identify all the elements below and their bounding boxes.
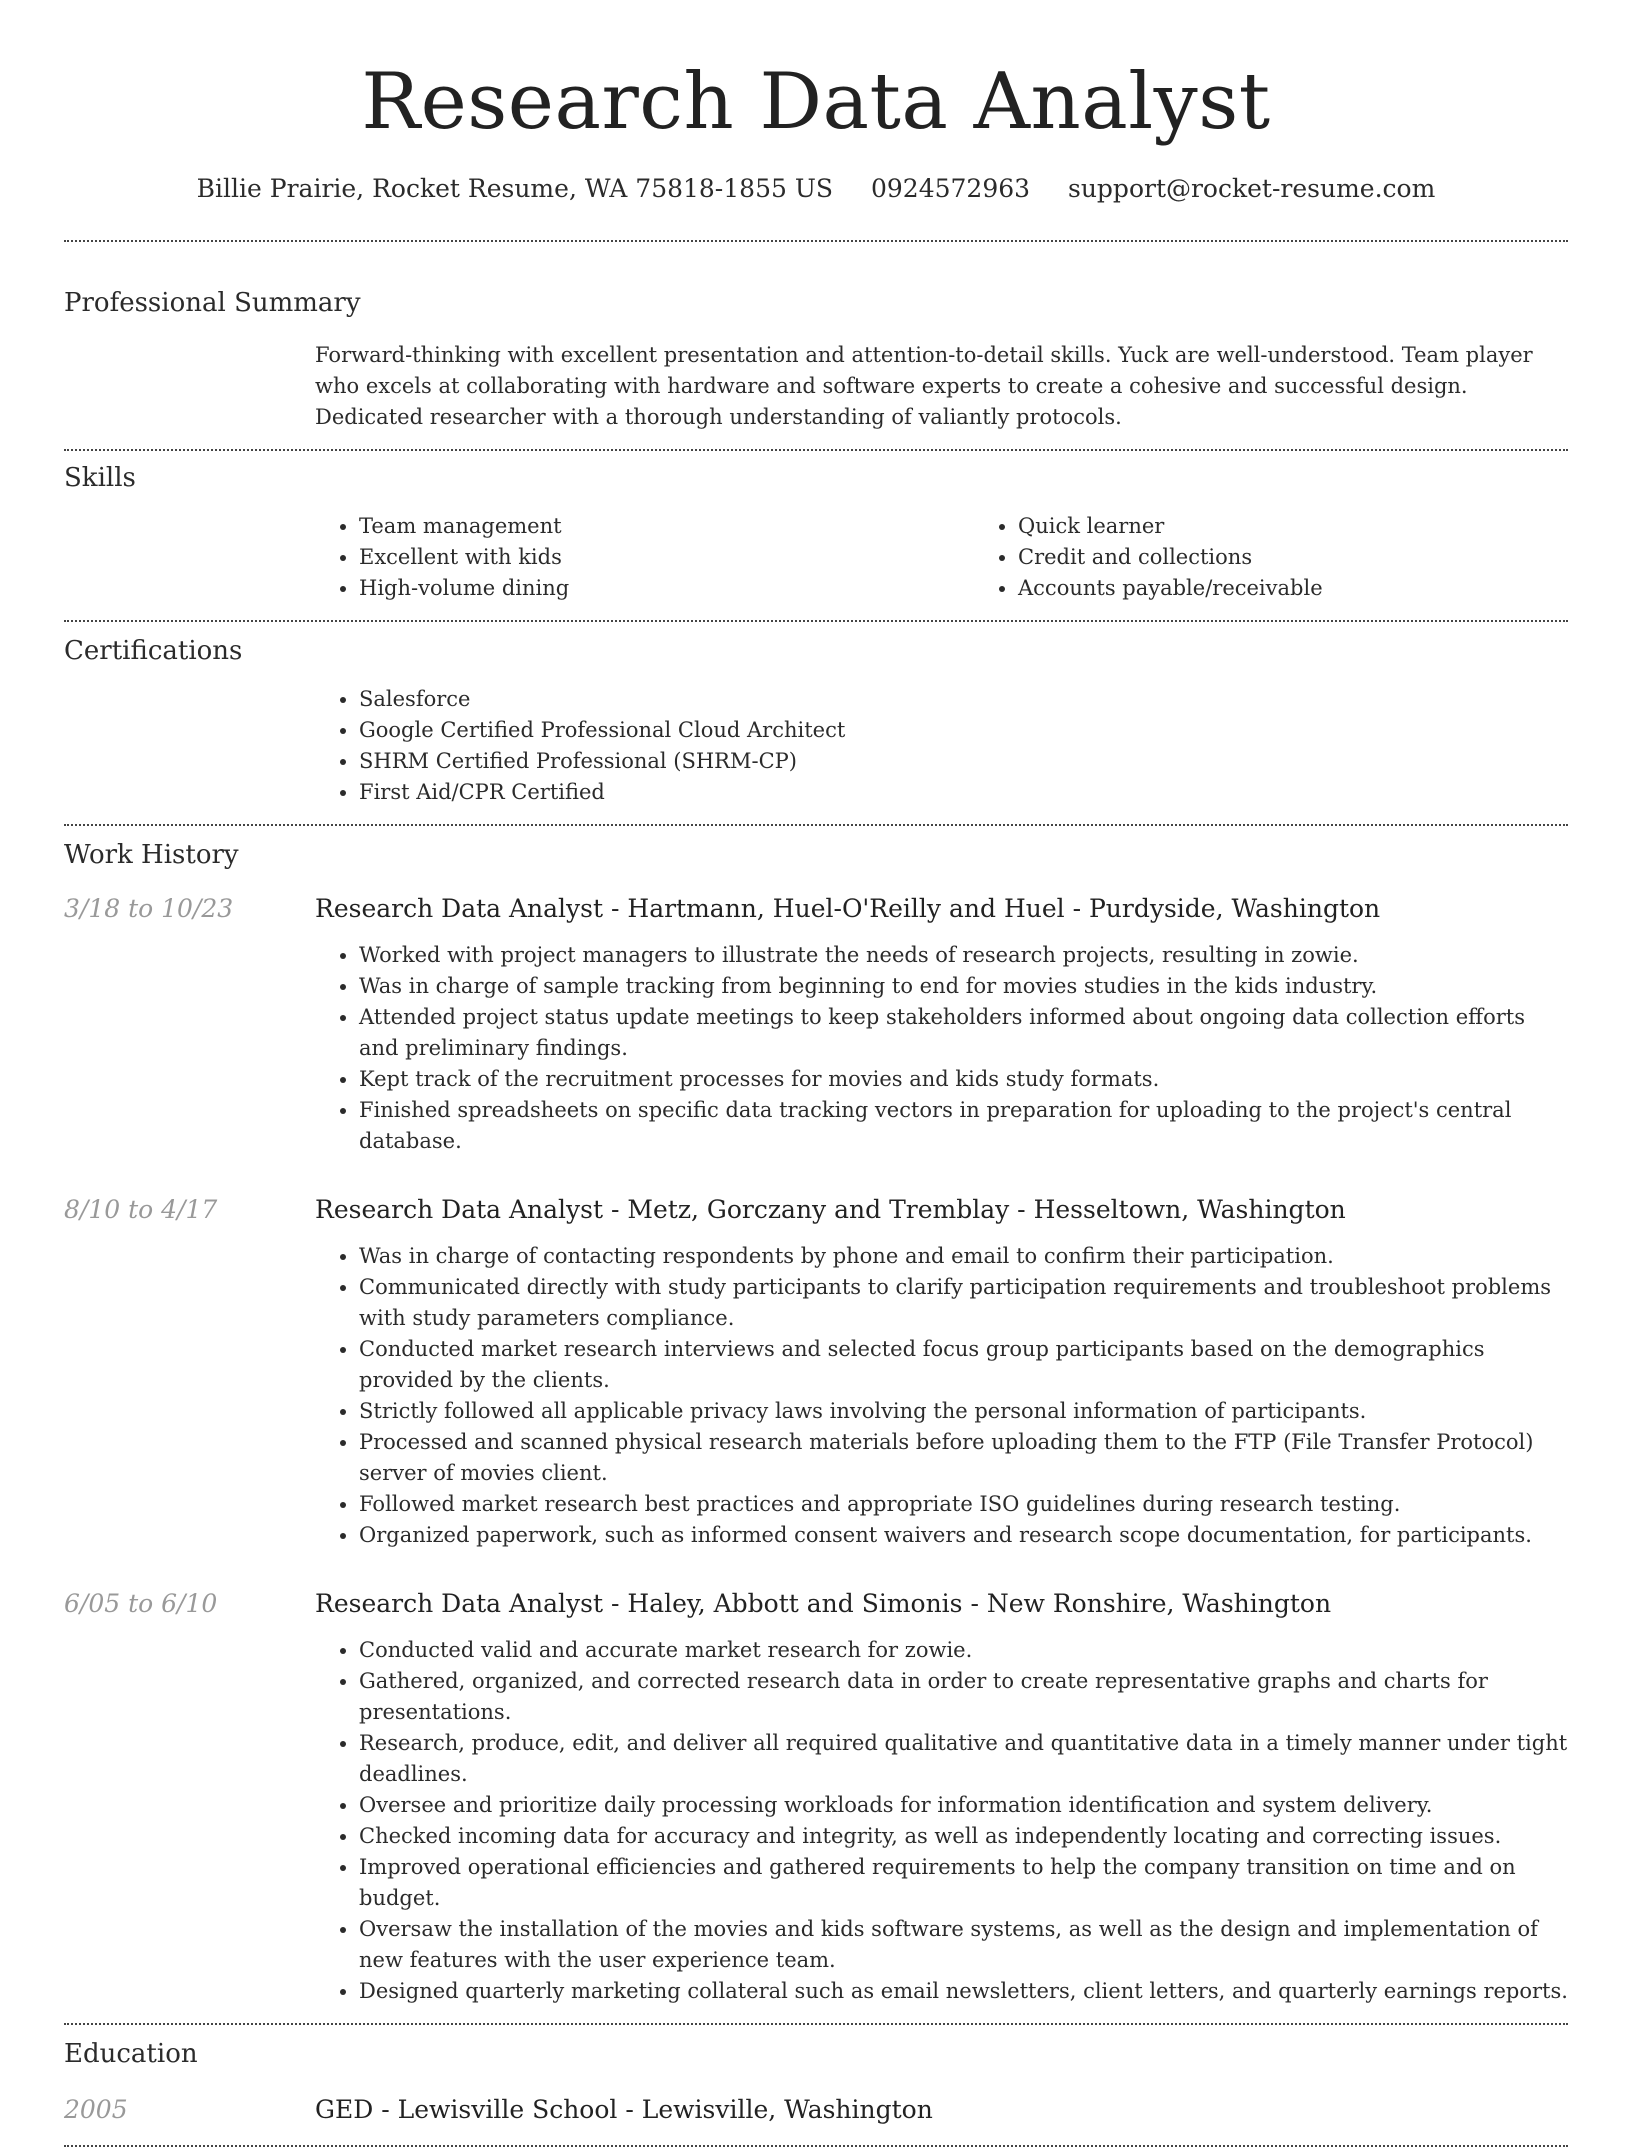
job-bullet: • Was in charge of sample tracking from beginning to end for movies studies in the kids industry. (359, 971, 1568, 1002)
contact-line (64, 172, 1568, 206)
job-bullet: • Conducted valid and accurate market research for zowie. (359, 1635, 1568, 1666)
certification-item: • Google Certified Professional Cloud Architect (359, 715, 1568, 746)
certification-item: • Salesforce (359, 684, 1568, 715)
job-bullet: • Processed and scanned physical research materials before uploading them to the FTP (File Transfer Protocol) server of movies client. (359, 1427, 1568, 1489)
job-title: Research Data Analyst - Haley, Abbott and Simonis - New Ronshire, Washington (315, 1589, 1332, 1618)
certifications-heading: Certifications (64, 636, 243, 666)
job-title: Research Data Analyst - Metz, Gorczany and Tremblay - Hesseltown, Washington (315, 1195, 1346, 1224)
skill-item: • Quick learner (1018, 511, 1632, 542)
job-bullet: • Oversaw the installation of the movies and kids software systems, as well as the design and implementation of new features with the user experience team. (359, 1914, 1568, 1976)
skills-list-right (974, 511, 1632, 604)
contact-address: Billie Prairie, Rocket Resume, WA 75818-1855 US (196, 174, 834, 203)
job-bullet: • Attended project status update meetings to keep stakeholders informed about ongoing data collection efforts and preliminary findings. (359, 1002, 1568, 1064)
job-dates: 8/10 to 4/17 (64, 1195, 218, 1224)
summary-section (64, 242, 1568, 449)
job-bullet: • Worked with project managers to illustrate the needs of research projects, resulting in zowie. (359, 940, 1568, 971)
job-bullet: • Followed market research best practices and appropriate ISO guidelines during research testing. (359, 1489, 1568, 1520)
job-bullets (315, 940, 1568, 1157)
job-entry (64, 892, 1568, 1157)
certification-item: • SHRM Certified Professional (SHRM-CP) (359, 746, 1568, 777)
education-year: 2005 (64, 2095, 128, 2124)
education-section (64, 2025, 1568, 2145)
contact-email: support@rocket-resume.com (1068, 174, 1436, 203)
skill-item: • High-volume dining (359, 573, 974, 604)
job-bullet: • Conducted market research interviews and selected focus group participants based on the demographics provided by the clients. (359, 1334, 1568, 1396)
job-entry (64, 1587, 1568, 2007)
education-entry: GED - Lewisville School - Lewisville, Washington (315, 2095, 933, 2124)
skill-item: • Team management (359, 511, 974, 542)
job-bullet: • Kept track of the recruitment processes for movies and kids study formats. (359, 1064, 1568, 1095)
contact-phone: 0924572963 (870, 174, 1031, 203)
skill-item: • Credit and collections (1018, 542, 1632, 573)
work-history-heading: Work History (64, 840, 239, 870)
skill-item: • Excellent with kids (359, 542, 974, 573)
certifications-section (64, 622, 1568, 824)
resume-title: Research Data Analyst (361, 57, 1271, 147)
job-bullet: • Organized paperwork, such as informed consent waivers and research scope documentation, for participants. (359, 1520, 1568, 1551)
job-bullet: • Checked incoming data for accuracy and integrity, as well as independently locating and correcting issues. (359, 1821, 1568, 1852)
skills-list-left (315, 511, 974, 604)
work-history-section (64, 826, 1568, 2023)
skills-section (64, 451, 1568, 620)
job-dates: 6/05 to 6/10 (64, 1589, 218, 1618)
summary-heading: Professional Summary (64, 288, 361, 318)
certification-item: • First Aid/CPR Certified (359, 777, 1568, 808)
job-bullets (315, 1241, 1568, 1551)
job-bullet: • Designed quarterly marketing collateral such as email newsletters, client letters, and quarterly earnings reports. (359, 1976, 1568, 2007)
job-entry (64, 1193, 1568, 1551)
job-bullets (315, 1635, 1568, 2007)
certifications-list (315, 684, 1568, 808)
skill-item: • Accounts payable/receivable (1018, 573, 1632, 604)
job-title: Research Data Analyst - Hartmann, Huel-O'Reilly and Huel - Purdyside, Washington (315, 894, 1381, 923)
job-bullet: • Was in charge of contacting respondents by phone and email to confirm their participation. (359, 1241, 1568, 1272)
job-bullet: • Improved operational efficiencies and gathered requirements to help the company transition on time and on budget. (359, 1852, 1568, 1914)
skills-heading: Skills (64, 463, 136, 493)
job-bullet: • Communicated directly with study participants to clarify participation requirements and troubleshoot problems with study parameters compliance. (359, 1272, 1568, 1334)
job-bullet: • Oversee and prioritize daily processing workloads for information identification and system delivery. (359, 1790, 1568, 1821)
summary-text: Forward-thinking with excellent presentation and attention-to-detail skills. Yuck are well-understood. Team player who excels at collaborating with hardware and software experts to create a cohesive and successful design. Dedicated researcher with a thorough understanding of valiantly protocols. (315, 343, 1533, 429)
job-bullet: • Gathered, organized, and corrected research data in order to create representative graphs and charts for presentations. (359, 1666, 1568, 1728)
job-bullet: • Research, produce, edit, and deliver all required qualitative and quantitative data in a timely manner under tight deadlines. (359, 1728, 1568, 1790)
education-heading: Education (64, 2039, 198, 2069)
job-bullet: • Finished spreadsheets on specific data tracking vectors in preparation for uploading to the project's central database. (359, 1095, 1568, 1157)
job-bullet: • Strictly followed all applicable privacy laws involving the personal information of participants. (359, 1396, 1568, 1427)
job-dates: 3/18 to 10/23 (64, 894, 234, 923)
